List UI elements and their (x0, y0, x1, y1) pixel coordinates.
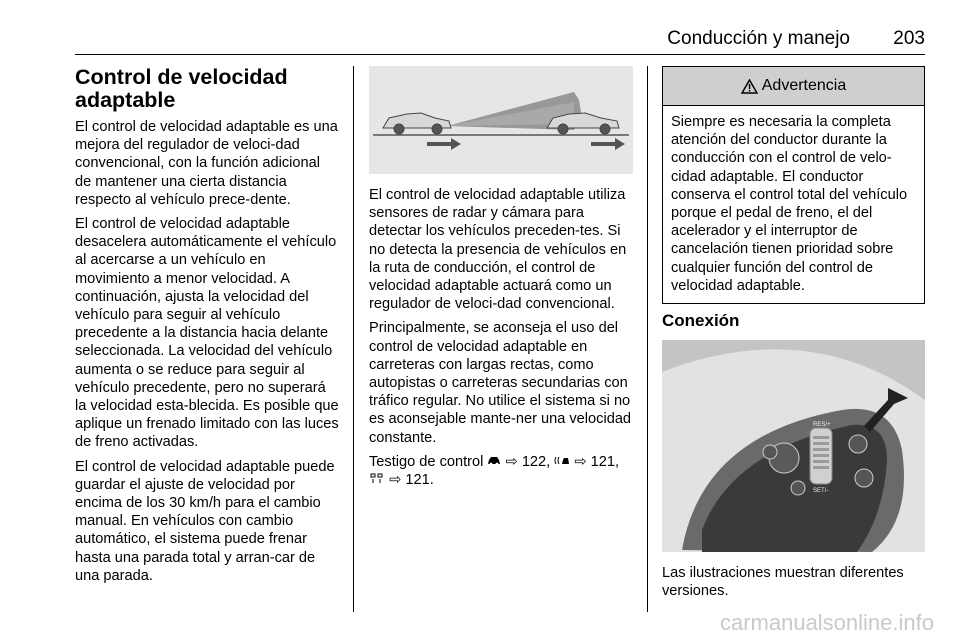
paragraph: El control de velocidad adaptable desacelera automáticamente el vehículo al acercarse a un vehículo en movimiento a menor velocidad. A continuación, ajusta la velocidad del vehículo para seguir al vehículo precedente a la distancia hacia delante seleccionada. La velocidad del vehículo aumenta o se reduce para seguir al vehículo precedente, pero no superará la velocidad esta-blecida. Es posible que aplique un frenado limitado con las luces de freno activadas. (75, 216, 339, 451)
direction-arrow-icon (591, 138, 625, 150)
column-1 (75, 66, 339, 591)
paragraph: El control de velocidad adaptable es una mejora del regulador de veloci-dad convencional, con la función adicional de mantener una cierta distancia respecto al vehículo prece-dente. (75, 119, 338, 208)
warning-text: Siempre es necesaria la completa atención del conductor durante la conducción con el control de velo-cidad adaptable. El conductor conserva el control total del vehículo porque el pedal de freno, el del acelerador y el interruptor de cancelación tienen prioridad sobre cualquier función del control de velocidad adaptable. (671, 114, 908, 294)
section-heading-connection: Conexión (662, 311, 740, 330)
section-heading-adaptive-cruise: Control de velocidad adaptable (75, 65, 288, 112)
page-number: 203 (893, 28, 925, 49)
page-ref-arrow-icon: ⇨ (574, 453, 587, 470)
cancel-button-icon (849, 435, 867, 453)
warning-triangle-icon (741, 79, 758, 94)
site-watermark: carmanualsonline.info (719, 610, 934, 635)
cruise-toggle-button-icon (855, 469, 873, 487)
direction-arrow-icon (427, 138, 461, 150)
steering-wheel-illustration (662, 340, 925, 552)
set-label: SET/- (813, 488, 829, 494)
warning-title: Advertencia (761, 76, 847, 94)
page-ref-arrow-icon: ⇨ (505, 453, 518, 470)
vehicle-ahead-icon (369, 472, 385, 484)
distance-button-icon (763, 445, 777, 459)
following-car-icon (383, 113, 451, 134)
paragraph: Principalmente, se aconseja el uso del control de velocidad adaptable en carreteras con largas rectas, como autopistas o carreteras secundarias con tráfico regular. No utilice el sistema si no es aconsejable mante-ner una velocidad constante. (369, 320, 632, 446)
figure-caption: Las ilustraciones muestran diferentes versiones. (662, 565, 904, 600)
column-divider-1 (353, 66, 354, 612)
column-divider-2 (647, 66, 648, 612)
column-3 (662, 66, 925, 612)
res-label: RES/+ (813, 422, 831, 428)
cruise-car-icon (487, 455, 501, 466)
car-radar-diagram (369, 66, 633, 174)
chapter-title: Conducción y manejo (667, 28, 850, 49)
adaptive-cruise-illustration (369, 66, 633, 174)
steering-wheel-controls-diagram (662, 340, 925, 552)
cruise-on-button-icon (791, 481, 805, 495)
column-2 (369, 66, 633, 495)
paragraph: El control de velocidad adaptable puede guardar el ajuste de velocidad por encima de los 30 km/h para el cambio manual. En vehículos con cambio automático, el sistema puede frenar hasta una parada total y arran-car de una parada. (75, 458, 335, 584)
page-ref-arrow-icon: ⇨ (389, 472, 402, 489)
warning-header (663, 67, 924, 106)
warning-box (662, 66, 925, 304)
distance-indicator-icon (554, 455, 570, 466)
indicator-reference: Testigo de control ⇨ 122, ⇨ 121, ⇨ 121. (369, 453, 620, 489)
page-header (75, 28, 925, 55)
paragraph: El control de velocidad adaptable utiliza sensores de radar y cámara para detectar los vehículos preceden-tes. Si no detecta la presencia de vehículos en la ruta de conducción, el control de velocidad adaptable actuará como un regulador de veloci-dad convencional. (369, 187, 627, 313)
